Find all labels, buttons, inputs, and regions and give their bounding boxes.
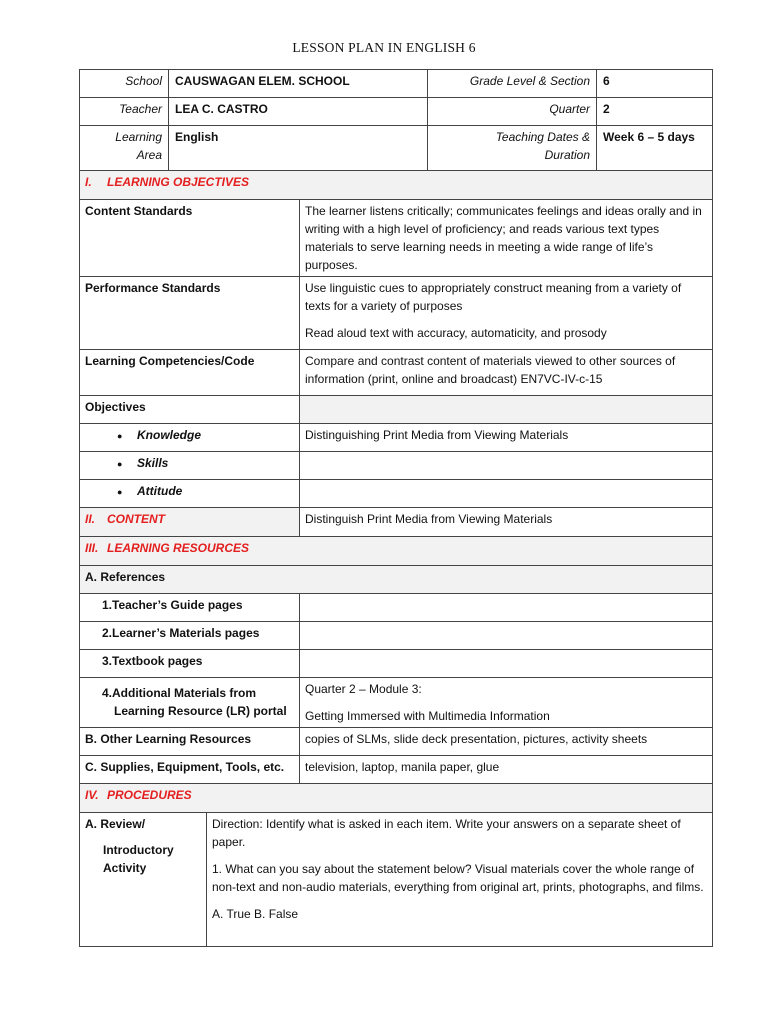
- learning-competencies-label: Learning Competencies/Code: [80, 350, 300, 396]
- review-label-line2: Introductory: [103, 843, 174, 857]
- textbook-pages-label: 3.Textbook pages: [80, 650, 300, 678]
- review-question: 1. What can you say about the statement below? Visual materials cover the whole range of non-text and non-audio materials, everything from original art, prints, photographs, and films.: [212, 862, 704, 894]
- additional-materials-label-line2: Learning Resource (LR) portal: [114, 704, 287, 718]
- other-resources-value: copies of SLMs, slide deck presentation, pictures, activity sheets: [300, 728, 713, 756]
- additional-materials-line2: Getting Immersed with Multimedia Information: [305, 709, 550, 723]
- bullet-icon: ●: [117, 459, 123, 469]
- performance-standard-1: Use linguistic cues to appropriately construct meaning from a variety of texts for a variety of purposes: [305, 281, 682, 313]
- teaching-dates-label: [428, 126, 597, 171]
- attitude-label: Attitude: [137, 484, 183, 498]
- supplies-value: television, laptop, manila paper, glue: [300, 756, 713, 784]
- section-content: [80, 508, 300, 537]
- section-title: LEARNING RESOURCES: [107, 541, 250, 555]
- section-title: CONTENT: [107, 512, 165, 526]
- teacher-label: Teacher: [80, 98, 169, 126]
- objectives-value: [300, 396, 713, 424]
- objective-knowledge-label: [80, 424, 300, 452]
- teaching-dates-label-line2: Duration: [544, 148, 590, 162]
- objective-knowledge-value: Distinguishing Print Media from Viewing Materials: [300, 424, 713, 452]
- bullet-icon: ●: [117, 431, 123, 441]
- performance-standard-2: Read aloud text with accuracy, automaticity, and prosody: [305, 326, 607, 340]
- objective-skills-label: [80, 452, 300, 480]
- lesson-plan-table: [79, 170, 713, 947]
- learners-materials-label: 2.Learner’s Materials pages: [80, 622, 300, 650]
- school-label: School: [80, 70, 169, 98]
- review-content: [207, 813, 713, 947]
- learning-area-label-line1: Learning: [115, 130, 162, 144]
- review-label-line1: A. Review/: [85, 817, 146, 831]
- section-title: LEARNING OBJECTIVES: [107, 175, 250, 189]
- bullet-icon: ●: [117, 487, 123, 497]
- performance-standards-value: [300, 277, 713, 350]
- additional-materials-line1: Quarter 2 – Module 3:: [305, 682, 422, 696]
- school-value: CAUSWAGAN ELEM. SCHOOL: [169, 70, 428, 98]
- learning-competencies-value: Compare and contrast content of materials viewed to other sources of information (print, online and broadcast) EN7VC-IV-c-15: [300, 350, 713, 396]
- section-procedures: [80, 784, 713, 813]
- review-label-line3: Activity: [103, 861, 147, 875]
- page-title: LESSON PLAN IN ENGLISH 6: [292, 40, 476, 55]
- additional-materials-label: [80, 678, 300, 728]
- learning-area-label: [80, 126, 169, 171]
- teacher-value: LEA C. CASTRO: [169, 98, 428, 126]
- objective-attitude-value: [300, 480, 713, 508]
- other-resources-label: B. Other Learning Resources: [80, 728, 300, 756]
- objective-attitude-label: [80, 480, 300, 508]
- teachers-guide-value: [300, 594, 713, 622]
- review-direction: Direction: Identify what is asked in each item. Write your answers on a separate sheet of paper.: [212, 817, 681, 849]
- learning-area-value: English: [169, 126, 428, 171]
- section-learning-objectives: [80, 171, 713, 200]
- objectives-label: Objectives: [80, 396, 300, 424]
- section-learning-resources: [80, 537, 713, 566]
- header-table: [79, 69, 713, 171]
- teachers-guide-label: 1.Teacher’s Guide pages: [80, 594, 300, 622]
- content-standards-label: Content Standards: [80, 200, 300, 277]
- objective-skills-value: [300, 452, 713, 480]
- section-title: PROCEDURES: [107, 788, 192, 802]
- textbook-pages-value: [300, 650, 713, 678]
- quarter-value: 2: [597, 98, 713, 126]
- section-number: III.: [85, 541, 99, 555]
- grade-label: Grade Level & Section: [428, 70, 597, 98]
- section-number: II.: [85, 512, 96, 526]
- performance-standards-label: Performance Standards: [80, 277, 300, 350]
- teaching-dates-label-line1: Teaching Dates &: [495, 130, 590, 144]
- supplies-label: C. Supplies, Equipment, Tools, etc.: [80, 756, 300, 784]
- content-standards-value: The learner listens critically; communicates feelings and ideas orally and in writing with a high level of proficiency; and reads various text types materials to serve learning needs in meeting a wide range of life’s purposes.: [300, 200, 713, 277]
- review-choices: A. True B. False: [212, 907, 299, 921]
- quarter-label: Quarter: [428, 98, 597, 126]
- learners-materials-value: [300, 622, 713, 650]
- section-number: IV.: [85, 788, 99, 802]
- additional-materials-label-line1: 4.Additional Materials from: [102, 686, 257, 700]
- knowledge-label: Knowledge: [137, 428, 202, 442]
- section-number: I.: [85, 175, 92, 189]
- review-label: [80, 813, 207, 947]
- learning-area-label-line2: Area: [136, 148, 162, 162]
- references-label: A. References: [80, 566, 713, 594]
- teaching-dates-value: Week 6 – 5 days: [597, 126, 713, 171]
- content-value: Distinguish Print Media from Viewing Materials: [300, 508, 713, 537]
- skills-label: Skills: [137, 456, 169, 470]
- grade-value: 6: [597, 70, 713, 98]
- additional-materials-value: [300, 678, 713, 728]
